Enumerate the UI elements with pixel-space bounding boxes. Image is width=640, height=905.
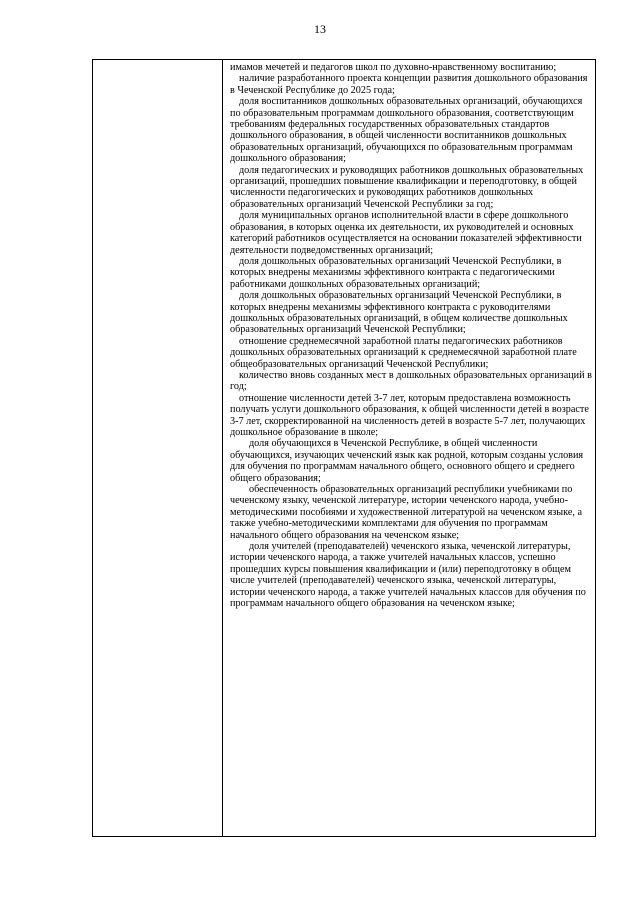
paragraph: доля дошкольных образовательных организаций Чеченской Республики, в которых внедрены механизмы эффективного контракта с педагогическими работниками дошкольных образовательных организаций; [230,255,562,290]
table-left-cell [93,60,223,836]
paragraph: обеспеченность образовательных организаций республики учебниками по чеченскому языку, чеченской литературе, истории чеченского народа, учебно-методическими пособиями и художественной литературой на чеченском языке, а также учебно-методическими комплектами для обучения по программам начального общего образования на чеченском языке; [230,484,582,541]
table-right-cell [223,60,595,836]
paragraph: наличие разработанного проекта концепции развития дошкольного образования в Чеченской Республике до 2025 года; [230,73,588,96]
paragraph: отношение численности детей 3-7 лет, которым предоставлена возможность получать услуги дошкольного образования, к общей численности детей в возрасте 3-7 лет, скорректированной на численность детей в возрасте 5-7 лет, получающих дошкольное образование в школе; [230,392,589,438]
paragraph: доля учителей (преподавателей) чеченского языка, чеченской литературы, истории чеченского народа, а также учителей начальных классов, успешно прошедших курсы повышения квалификации и (или) переподготовку в общем числе учителей (преподавателей) чеченского языка, чеченской литературы, истории чеченского народа, а также учителей начальных классов для обучения по программам начального общего образования на чеченском языке; [230,541,586,610]
paragraph: доля обучающихся в Чеченской Республике, в общей численности обучающихся, изучающих чеченский язык как родной, которым созданы условия для обучения по программам начального общего, основного общего и среднего общего образования; [230,438,584,484]
paragraph: доля педагогических и руководящих работников дошкольных образовательных организаций, прошедших повышение квалификации и переподготовку, в общей численности педагогических и руководящих работников дошкольных образовательных организаций Чеченской Республики за год; [230,164,584,210]
paragraph: количество вновь созданных мест в дошкольных образовательных организаций в год; [230,369,592,393]
paragraph: доля воспитанников дошкольных образовательных организаций, обучающихся по образовательным программам дошкольного образования, соответствующим требованиям федеральных государственных образовательных стандартов дошкольного образования, в общей численности воспитанников дошкольных образовательных организаций, обучающихся по образовательным программам дошкольного образования; [230,96,583,165]
paragraph: имамов мечетей и педагогов школ по духовно-нравственному воспитанию; [230,62,557,73]
page-number: 13 [314,22,326,36]
paragraph: отношение среднемесячной заработной платы педагогических работников дошкольных образовательных организаций к среднемесячной заработной плате общеобразовательных организаций Чеченской Республики; [230,335,577,370]
paragraph: доля дошкольных образовательных организаций Чеченской Республики, в которых внедрены механизмы эффективного контракта с руководителями дошкольных образовательных организаций, в общем количестве дошкольных образовательных организаций Чеченской Республики; [230,290,568,336]
paragraph: доля муниципальных органов исполнительной власти в сфере дошкольного образования, в которых оценка их деятельности, их руководителей и основных категорий работников осуществляется на основании показателей эффективности деятельности подведомственных организаций; [230,210,582,256]
content-table [92,59,596,837]
